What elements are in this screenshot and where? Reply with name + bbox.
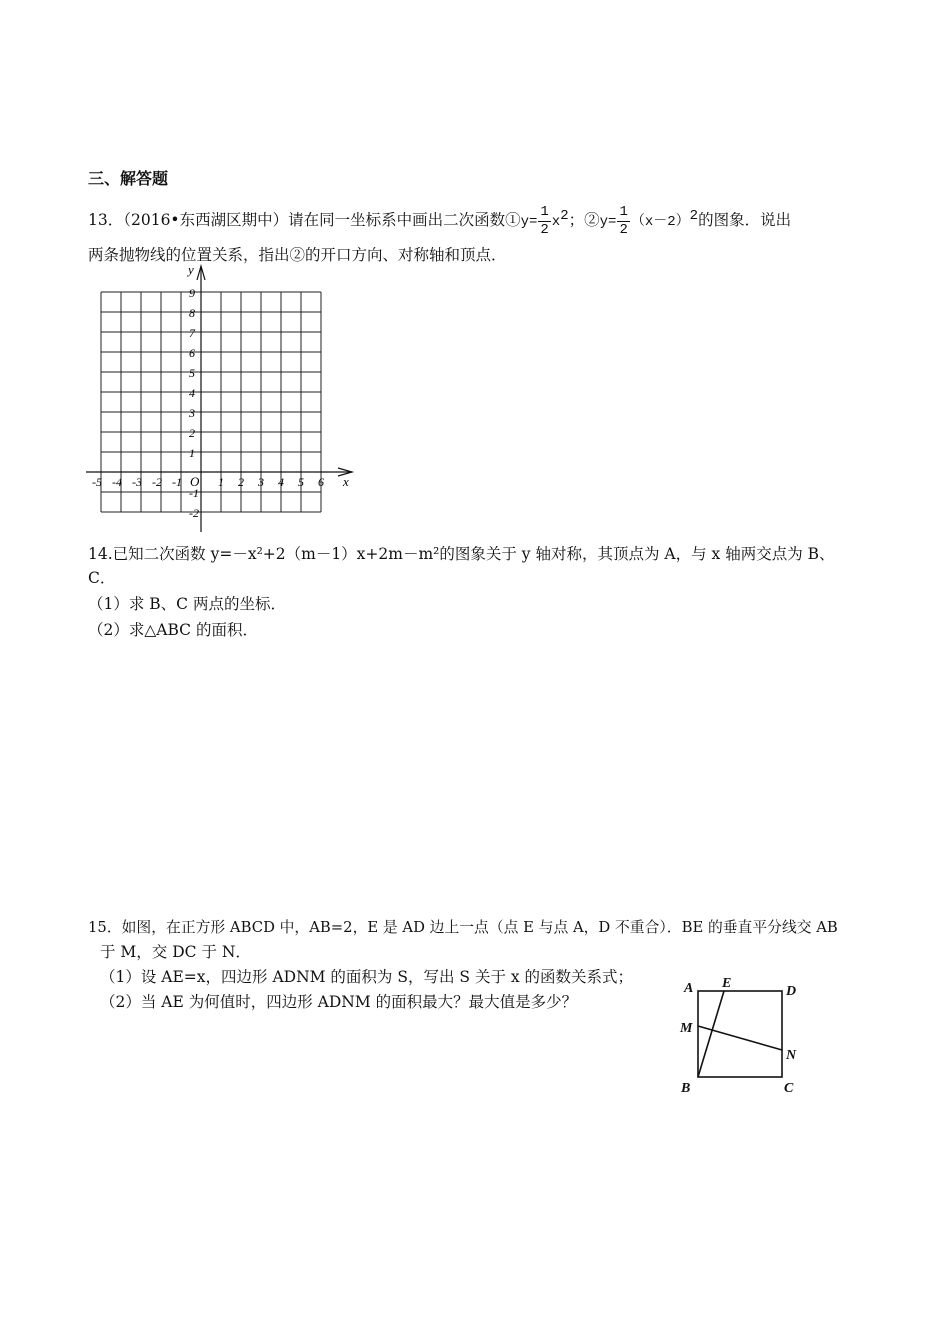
x-tick-label: 3: [258, 475, 264, 489]
q13-line1: [88, 196, 791, 236]
y-tick-label: 5: [189, 366, 195, 380]
q13-source: （2016•东西湖区期中）请在同一坐标系中画出二次函数①: [123, 211, 521, 230]
x-tick-label: -5: [92, 475, 102, 489]
x-axis-label: x: [343, 474, 349, 489]
label-c: C: [784, 1081, 794, 1096]
y-tick-label: 3: [189, 406, 195, 420]
x-tick-label: 2: [238, 475, 244, 489]
label-n: N: [786, 1048, 797, 1063]
x-tick-label: -2: [152, 475, 162, 489]
x-tick-label: -4: [112, 475, 122, 489]
y-axis-label: y: [188, 262, 194, 277]
y-tick-label: -2: [189, 506, 199, 520]
x-tick-label: 1: [218, 475, 224, 489]
q13-f2-exp: 2: [689, 208, 699, 224]
x-tick-label: 5: [298, 475, 304, 489]
y-tick-label: 9: [189, 286, 195, 300]
q13-sep: ；②: [568, 211, 600, 230]
q13-f2-rest: （x－2）: [630, 214, 690, 231]
label-m: M: [680, 1021, 693, 1036]
origin-label: O: [190, 474, 200, 489]
label-b: B: [681, 1081, 691, 1096]
q15-part2: （2）当 AE 为何值时，四边形 ADNM 的面积最大？最大值是多少？: [100, 993, 578, 1011]
square-figure: [676, 970, 816, 1100]
x-tick-label: -3: [132, 475, 142, 489]
q13-line2: 两条抛物线的位置关系，指出②的开口方向、对称轴和顶点．: [88, 246, 507, 264]
q13-f1-exp: 2: [560, 208, 569, 224]
q14-line1b: C．: [88, 569, 116, 587]
q13-f1-lhs: y=: [520, 214, 538, 231]
y-tick-label: 6: [189, 346, 195, 360]
q15-part1: （1）设 AE=x，四边形 ADNM 的面积为 S，写出 S 关于 x 的函数关系式；: [100, 968, 634, 986]
x-tick-label: 6: [318, 475, 324, 489]
q14-part1: （1）求 B、C 两点的坐标．: [88, 595, 286, 613]
y-tick-label: 4: [189, 386, 195, 400]
y-tick-label: -1: [189, 486, 199, 500]
q13-number: 13．: [88, 211, 124, 230]
q13-f1-var: x: [551, 214, 561, 231]
y-tick-label: 8: [189, 306, 195, 320]
label-e: E: [722, 976, 732, 991]
y-tick-label: 2: [189, 426, 195, 440]
q13-f1-fraction: $\frac{1}{2}$: [540, 203, 549, 238]
label-d: D: [786, 984, 797, 999]
section-title: 三、解答题: [88, 169, 169, 188]
label-a: A: [684, 981, 694, 996]
q13-f2-lhs: y=: [599, 214, 617, 231]
q14-part2: （2）求△ABC 的面积．: [88, 621, 258, 639]
q13-tail: 的图象．说出: [698, 211, 792, 230]
y-tick-label: 7: [189, 326, 195, 340]
q13-f2-fraction: $\frac{1}{2}$: [619, 203, 628, 238]
segment-be: [698, 991, 724, 1077]
coordinate-grid: [84, 260, 364, 540]
q15-line1: 15．如图，在正方形 ABCD 中，AB=2，E 是 AD 边上一点（点 E 与点 A，D 不重合）．BE 的垂直平分线交 AB: [88, 919, 838, 936]
x-tick-label: 4: [278, 475, 284, 489]
q14-line1: 14.已知二次函数 y=－x²+2（m－1）x+2m－m²的图象关于 y 轴对称，其顶点为 A，与 x 轴两交点为 B、: [88, 545, 835, 563]
x-tick-labels: [92, 475, 324, 489]
q15-line2: 于 M，交 DC 于 N．: [100, 943, 251, 961]
x-tick-label: -1: [172, 475, 182, 489]
y-tick-label: 1: [189, 446, 195, 460]
